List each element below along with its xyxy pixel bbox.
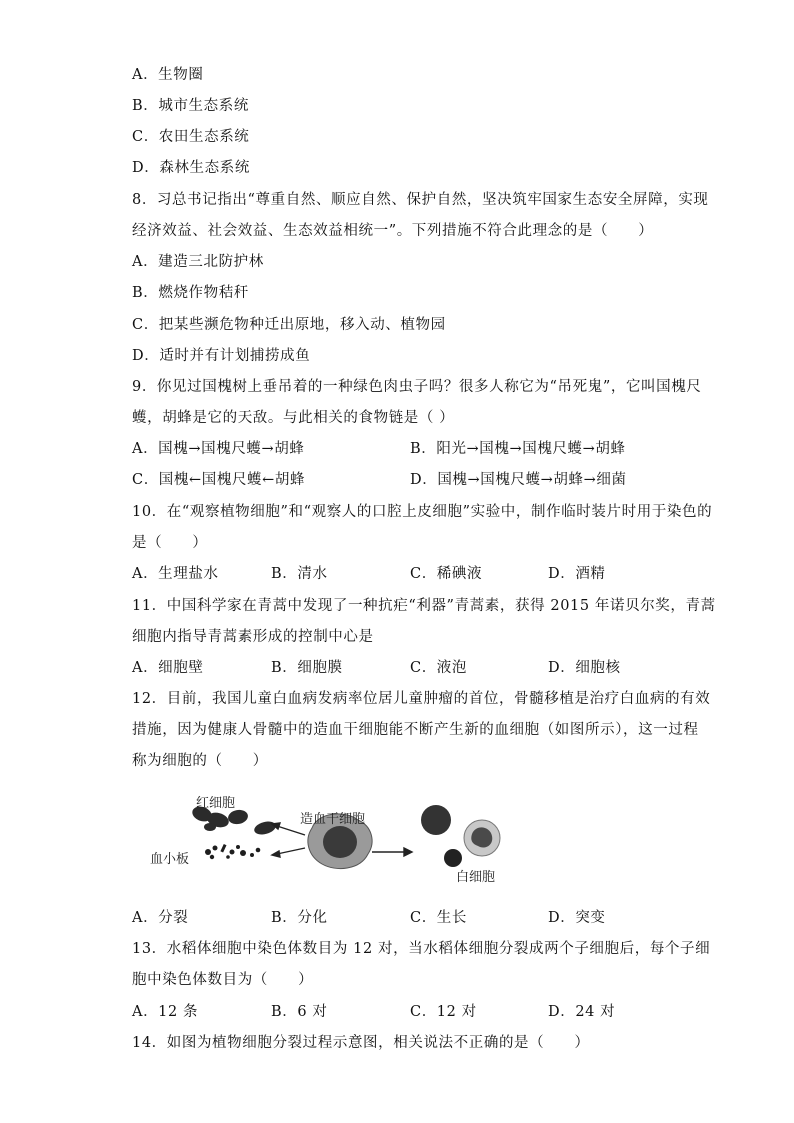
q8-option-c: C．把某些濒危物种迁出原地，移入动、植物园 (132, 317, 446, 333)
q12-option-d: D．突变 (548, 910, 606, 926)
q11-option-d: D．细胞核 (548, 660, 621, 676)
q8-option-a: A．建造三北防护林 (132, 254, 264, 270)
q8-option-d: D．适时并有计划捕捞成鱼 (132, 348, 311, 364)
q13-stem-line1: 13．水稻体细胞中染色体数目为 12 对，当水稻体细胞分裂成两个子细胞后，每个子细 (132, 941, 711, 957)
platelets (205, 844, 260, 859)
blood-cell-figure (140, 790, 520, 890)
q7-option-c: C．农田生态系统 (132, 129, 250, 145)
q7-option-b: B．城市生态系统 (132, 98, 249, 114)
q11-stem-line1: 11．中国科学家在青蒿中发现了一种抗疟“利器”青蒿素，获得 2015 年诺贝尔奖，青蒿 (132, 598, 716, 614)
q9-stem-line1: 9．你见过国槐树上垂吊着的一种绿色肉虫子吗？很多人称它为“吊死鬼”，它叫国槐尺 (132, 379, 702, 395)
q13-option-b: B．6 对 (271, 1004, 328, 1020)
q12-stem-line2: 措施，因为健康人骨髓中的造血干细胞能不断产生新的血细胞（如图所示），这一过程 (132, 722, 699, 738)
q10-option-d: D．酒精 (548, 566, 606, 582)
q12-stem-line1: 12．目前，我国儿童白血病发病率位居儿童肿瘤的首位，骨髓移植是治疗白血病的有效 (132, 691, 711, 707)
q10-stem-line2: 是（ ） (132, 535, 208, 551)
q9-option-c: C．国槐←国槐尺蠖←胡蜂 (132, 472, 306, 488)
q11-stem-line2: 细胞内指导青蒿素形成的控制中心是 (132, 629, 374, 645)
label-platelet: 血小板 (150, 852, 190, 867)
q12-option-a: A．分裂 (132, 910, 189, 926)
q10-option-b: B．清水 (271, 566, 328, 582)
q9-option-d: D．国槐→国槐尺蠖→胡蜂→细菌 (410, 472, 627, 488)
q9-option-b: B．阳光→国槐→国槐尺蠖→胡蜂 (410, 441, 626, 457)
q12-option-b: B．分化 (271, 910, 328, 926)
q11-option-c: C．液泡 (410, 660, 467, 676)
q11-option-b: B．细胞膜 (271, 660, 343, 676)
q8-stem-line1: 8．习总书记指出“尊重自然、顺应自然、保护自然，坚决筑牢国家生态安全屏障，实现 (132, 192, 709, 208)
q8-stem-line2: 经济效益、社会效益、生态效益相统一”。下列措施不符合此理念的是（ ） (132, 223, 654, 239)
q11-option-a: A．细胞壁 (132, 660, 204, 676)
label-red-blood-cell: 红细胞 (196, 796, 236, 811)
label-white-blood-cell: 白细胞 (456, 870, 496, 885)
q12-option-c: C．生长 (410, 910, 467, 926)
white-blood-cells (421, 805, 500, 867)
q9-option-a: A．国槐→国槐尺蠖→胡蜂 (132, 441, 305, 457)
q8-option-b: B．燃烧作物秸秆 (132, 285, 249, 301)
q13-option-a: A．12 条 (132, 1004, 199, 1020)
label-stem-cell: 造血干细胞 (300, 812, 366, 827)
q10-stem-line1: 10．在“观察植物细胞”和“观察人的口腔上皮细胞”实验中，制作临时装片时用于染色的 (132, 504, 713, 520)
q7-option-a: A．生物圈 (132, 67, 204, 83)
q13-option-d: D．24 对 (548, 1004, 616, 1020)
q10-option-a: A．生理盐水 (132, 566, 219, 582)
q13-stem-line2: 胞中染色体数目为（ ） (132, 972, 314, 988)
q12-stem-line3: 称为细胞的（ ） (132, 753, 268, 769)
q7-option-d: D．森林生态系统 (132, 160, 250, 176)
q14-stem-line1: 14．如图为植物细胞分裂过程示意图，相关说法不正确的是（ ） (132, 1035, 590, 1051)
q10-option-c: C．稀碘液 (410, 566, 483, 582)
q13-option-c: C．12 对 (410, 1004, 477, 1020)
q9-stem-line2: 蠖，胡蜂是它的天敌。与此相关的食物链是（ ） (132, 410, 455, 426)
